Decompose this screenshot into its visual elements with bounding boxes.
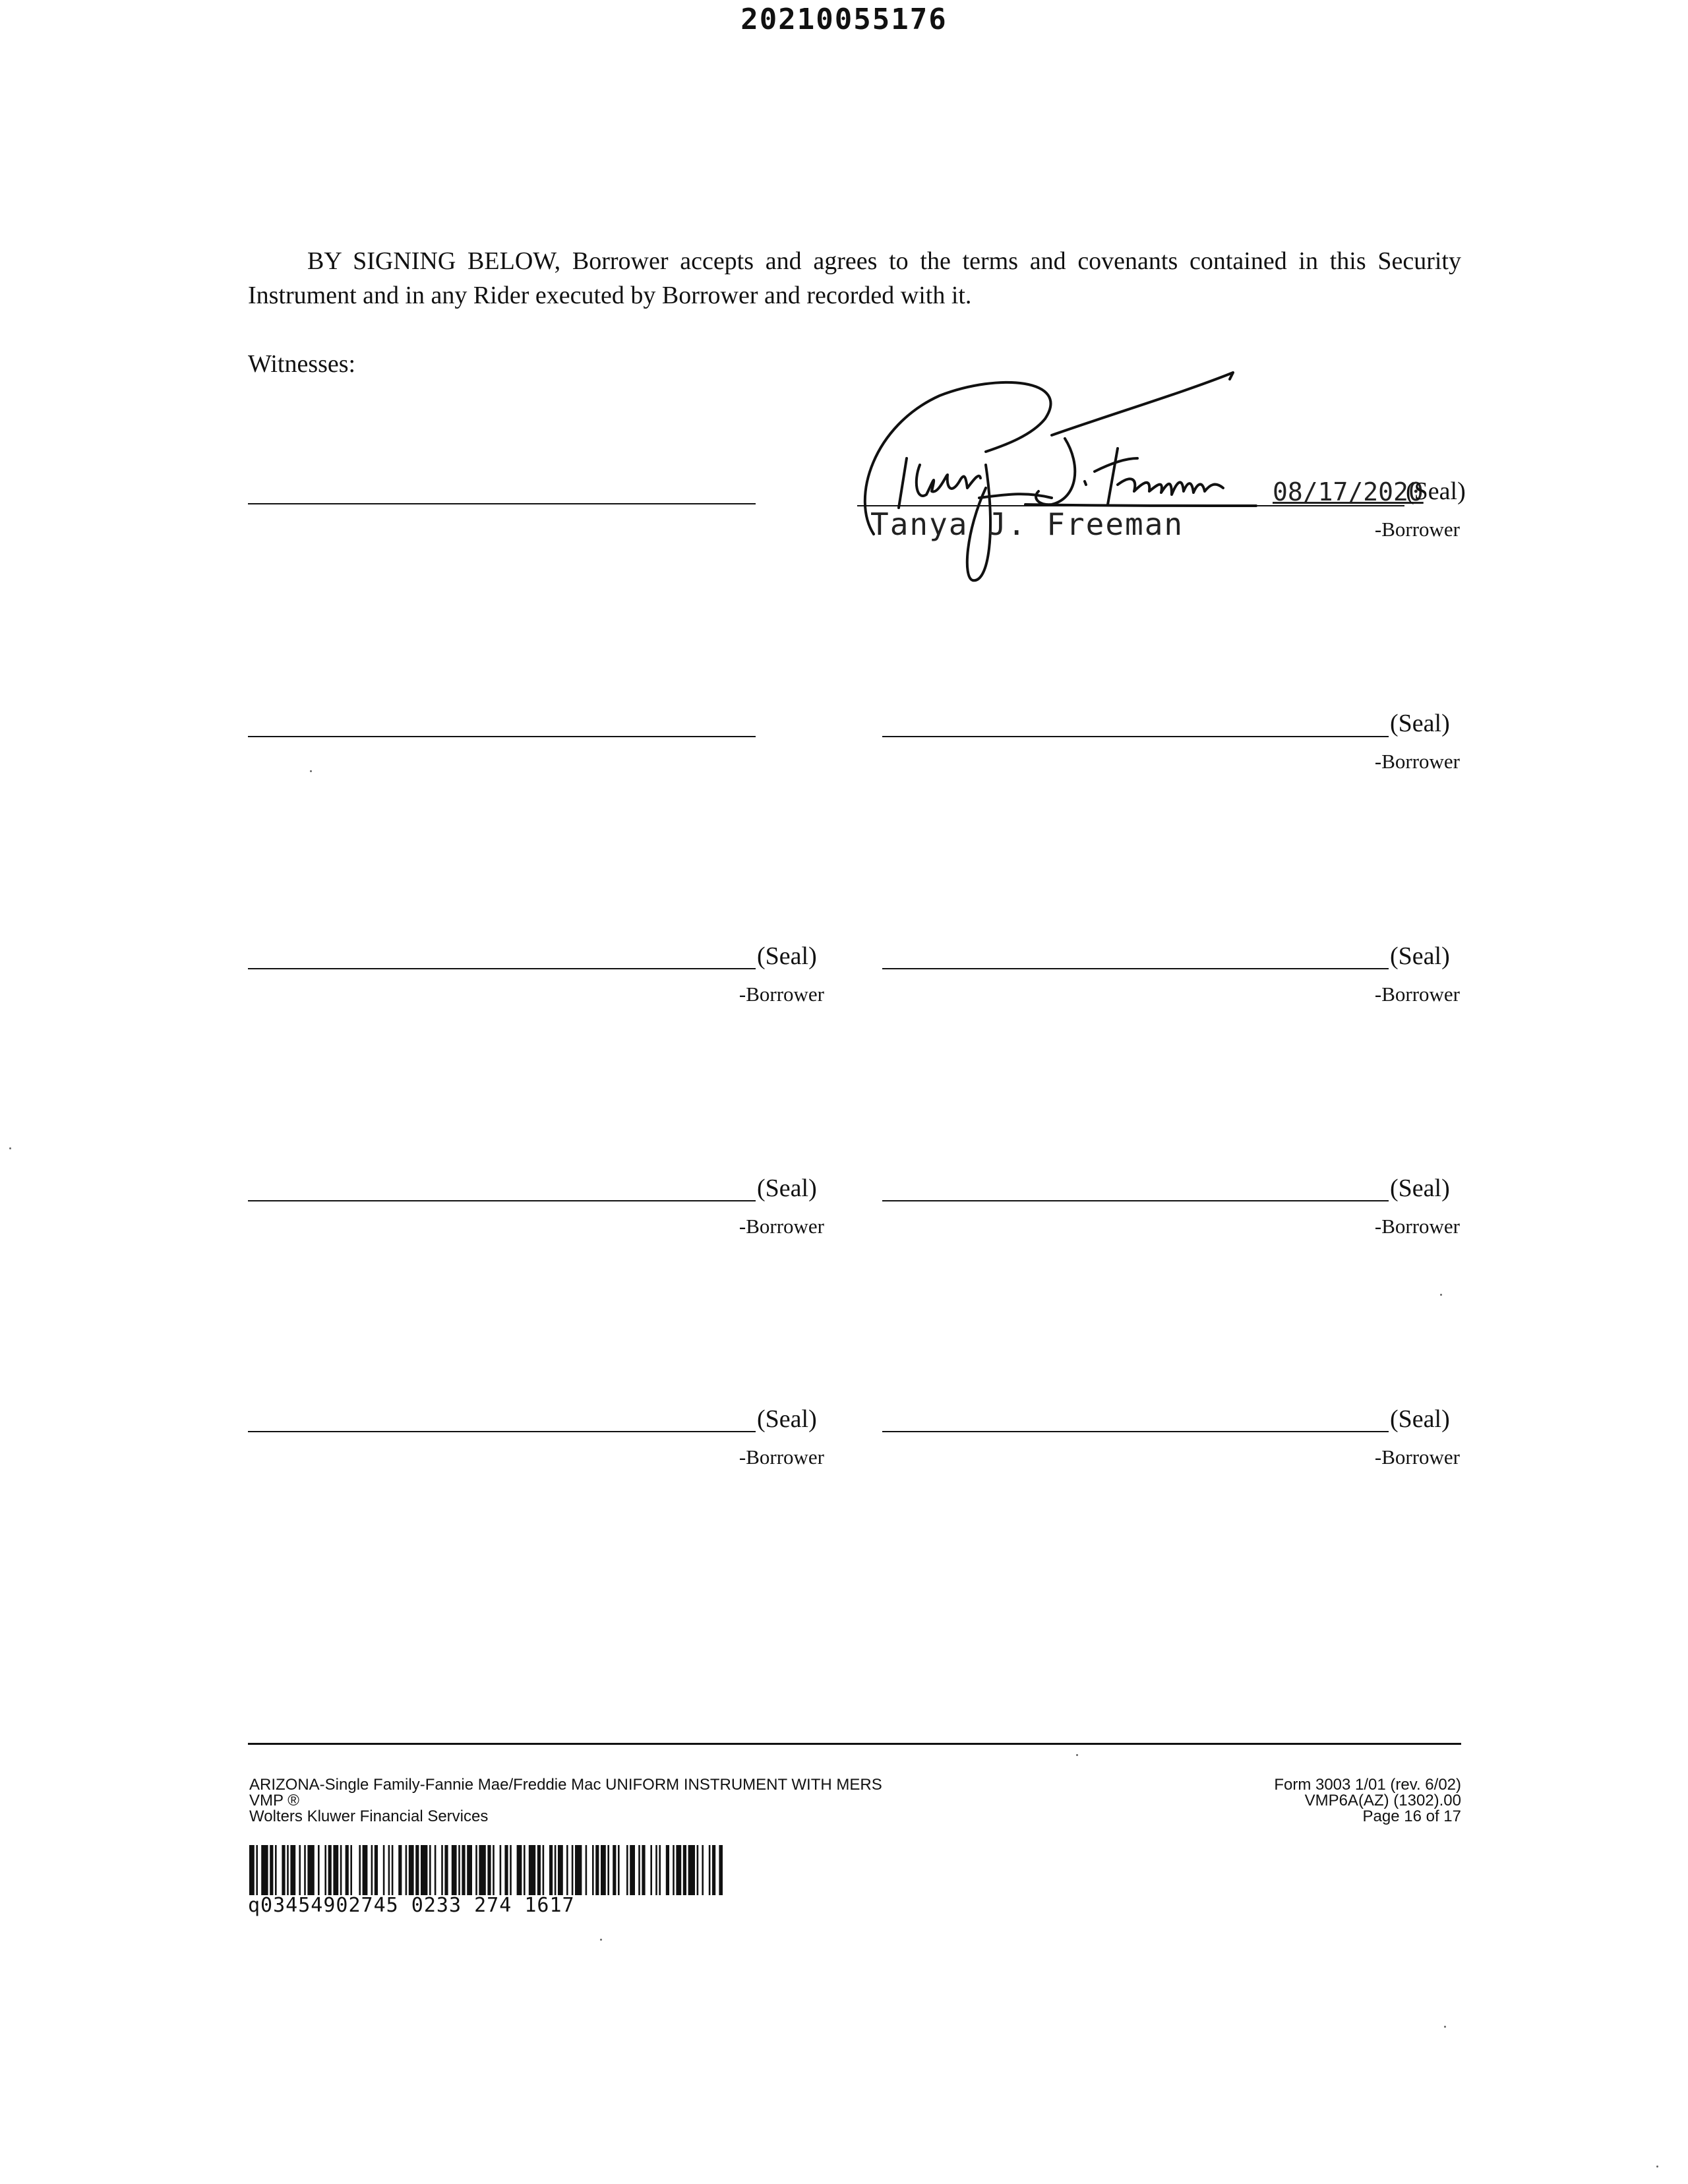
barcode-bar (487, 1845, 491, 1895)
borrower-label: -Borrower (1374, 983, 1460, 1006)
footer-form-code: VMP6A(AZ) (1302).00 (1304, 1792, 1461, 1809)
scan-speck (310, 770, 312, 772)
barcode-bar (458, 1845, 460, 1895)
scan-speck (1440, 1294, 1442, 1296)
barcode-bar (510, 1845, 512, 1895)
barcode-bar (371, 1845, 373, 1895)
barcode-bar (543, 1845, 545, 1895)
barcode-bar (388, 1845, 390, 1895)
seal-label: (Seal) (1390, 942, 1450, 970)
barcode-bar (328, 1845, 332, 1895)
barcode-bar (261, 1845, 268, 1895)
borrower-label: -Borrower (1374, 1215, 1460, 1238)
barcode-bar (462, 1845, 465, 1895)
barcode-bar (406, 1845, 407, 1895)
seal-label: (Seal) (1406, 477, 1466, 505)
signature-line-8 (882, 1431, 1389, 1432)
barcode-bar (409, 1845, 414, 1895)
barcode-bar (709, 1845, 711, 1895)
barcode-bar (575, 1845, 582, 1895)
signature-line-6 (882, 1200, 1389, 1201)
signature-line-3 (248, 968, 756, 969)
barcode-icon (249, 1845, 723, 1895)
scan-speck (1656, 2166, 1658, 2168)
barcode-bar (324, 1845, 326, 1895)
barcode-bar (555, 1845, 557, 1895)
barcode-bar (697, 1845, 699, 1895)
scan-speck (1444, 2026, 1446, 2028)
witness-line-1 (248, 503, 756, 504)
barcode-bar (566, 1845, 568, 1895)
barcode-bar (529, 1845, 535, 1895)
barcode-bar (558, 1845, 563, 1895)
signature-line-7 (248, 1431, 756, 1432)
barcode-bar (475, 1845, 477, 1895)
barcode-bar (549, 1845, 553, 1895)
barcode-bar (601, 1845, 606, 1895)
barcode-bar (524, 1845, 526, 1895)
barcode-bar (655, 1845, 657, 1895)
barcode-bar (467, 1845, 472, 1895)
footer-vendor: VMP ® (249, 1792, 299, 1809)
barcode-bar (444, 1845, 448, 1895)
signature-line-1 (857, 505, 1404, 506)
seal-label: (Seal) (757, 1174, 817, 1202)
barcode-bar (673, 1845, 675, 1895)
barcode-bar (392, 1845, 394, 1895)
footer-form-title: ARIZONA-Single Family-Fannie Mae/Freddie Mac UNIFORM INSTRUMENT WITH MERS (249, 1776, 882, 1794)
barcode-bar (340, 1845, 342, 1895)
barcode-bar (586, 1845, 588, 1895)
borrower-label: -Borrower (1374, 1445, 1460, 1469)
handwritten-signature-icon (854, 366, 1263, 590)
scan-speck (9, 1147, 11, 1149)
barcode-bar (346, 1845, 349, 1895)
barcode-bar (607, 1845, 609, 1895)
document-number: 20210055176 (740, 3, 948, 36)
signing-statement (248, 244, 1461, 313)
barcode-bar (307, 1845, 314, 1895)
barcode-bar (592, 1845, 594, 1895)
barcode-bar (650, 1845, 652, 1895)
barcode-bar (702, 1845, 704, 1895)
barcode-bar (638, 1845, 640, 1895)
barcode-bar (415, 1845, 419, 1895)
barcode-bar (630, 1845, 635, 1895)
borrower-label: -Borrower (1374, 518, 1460, 541)
signature-line-4 (882, 968, 1389, 969)
barcode-bar (304, 1845, 306, 1895)
footer-publisher: Wolters Kluwer Financial Services (249, 1807, 489, 1825)
footer-page-number: Page 16 of 17 (1362, 1807, 1461, 1825)
barcode-bar (398, 1845, 402, 1895)
footer-form-number: Form 3003 1/01 (rev. 6/02) (1274, 1776, 1461, 1794)
seal-label: (Seal) (1390, 1405, 1450, 1433)
barcode-bar (500, 1845, 502, 1895)
seal-label: (Seal) (1390, 710, 1450, 737)
barcode-bar (299, 1845, 301, 1895)
signature-line-5 (248, 1200, 756, 1201)
signature-line-2 (882, 736, 1389, 737)
barcode-bar (363, 1845, 368, 1895)
footer-rule (248, 1743, 1461, 1745)
seal-label: (Seal) (757, 942, 817, 970)
borrower-typed-name: Tanya J. Freeman (870, 506, 1184, 542)
barcode-bar (712, 1845, 715, 1895)
barcode-bar (256, 1845, 258, 1895)
borrower-label: -Borrower (738, 1445, 824, 1469)
barcode-bar (429, 1845, 431, 1895)
seal-label: (Seal) (1390, 1174, 1450, 1202)
barcode-bar (683, 1845, 686, 1895)
barcode-bar (287, 1845, 289, 1895)
seal-label: (Seal) (757, 1405, 817, 1433)
barcode-bar (517, 1845, 522, 1895)
barcode-bar (613, 1845, 616, 1895)
signature-date: 08/17/2020 (1273, 477, 1424, 506)
barcode-number: q03454902745 0233 274 1617 (248, 1894, 575, 1917)
barcode-bar (618, 1845, 620, 1895)
barcode-bar (504, 1845, 508, 1895)
signature-image (854, 366, 1263, 590)
barcode-bar (421, 1845, 427, 1895)
barcode-bar (452, 1845, 457, 1895)
borrower-label: -Borrower (738, 1215, 824, 1238)
barcode-bar (479, 1845, 485, 1895)
barcode-bar (659, 1845, 661, 1895)
barcode-bar (318, 1845, 320, 1895)
borrower-label: -Borrower (1374, 750, 1460, 773)
barcode-bar (282, 1845, 285, 1895)
barcode-bar (719, 1845, 723, 1895)
barcode-bar (375, 1845, 378, 1895)
barcode-bar (595, 1845, 599, 1895)
barcode-bar (666, 1845, 669, 1895)
barcode-bar (275, 1845, 277, 1895)
barcode-bar (537, 1845, 541, 1895)
witnesses-label: Witnesses: (248, 350, 356, 378)
barcode-bar (626, 1845, 628, 1895)
scan-speck (1076, 1754, 1078, 1756)
barcode-bar (249, 1845, 255, 1895)
signing-statement-text: BY SIGNING BELOW, Borrower accepts and agrees to the terms and covenants contained in this Security Instrument and in any Rider executed by Borrower and recorded with it. (248, 247, 1461, 309)
borrower-label: -Borrower (738, 983, 824, 1006)
barcode-bar (688, 1845, 695, 1895)
barcode-bar (383, 1845, 385, 1895)
scan-speck (600, 1939, 602, 1941)
barcode-bar (270, 1845, 273, 1895)
barcode-bar (642, 1845, 645, 1895)
barcode-bar (572, 1845, 574, 1895)
barcode-bar (493, 1845, 495, 1895)
barcode-bar (359, 1845, 361, 1895)
barcode-bar (441, 1845, 443, 1895)
barcode-bar (350, 1845, 352, 1895)
barcode-bar (435, 1845, 437, 1895)
barcode-bar (290, 1845, 295, 1895)
barcode-bar (333, 1845, 338, 1895)
barcode-bar (676, 1845, 681, 1895)
witness-line-2 (248, 736, 756, 737)
